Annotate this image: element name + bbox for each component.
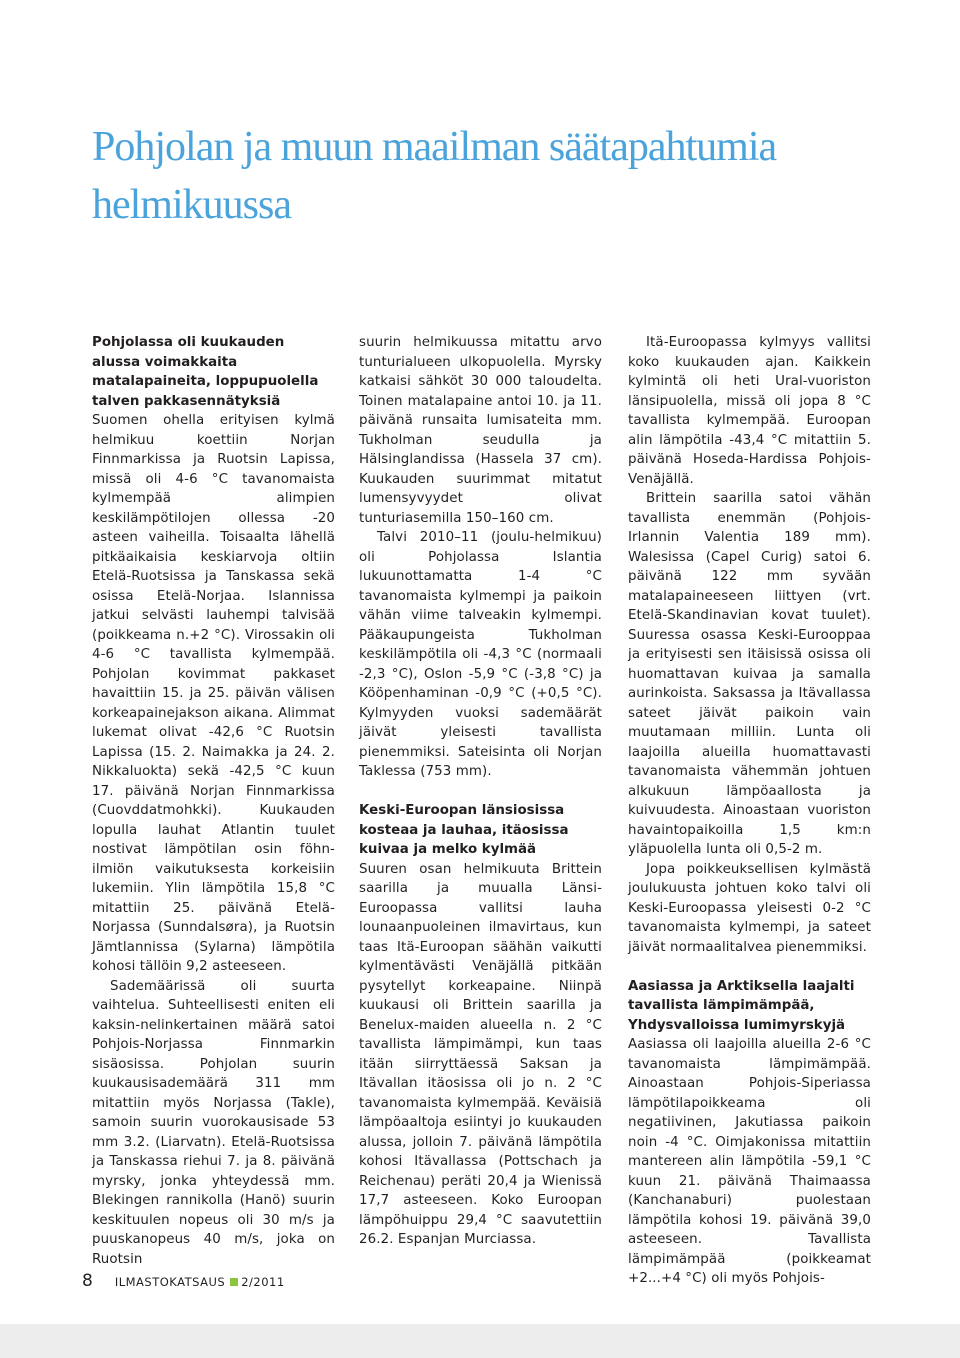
body-paragraph: Talvi 2010–11 (joulu-helmikuu) oli Pohjolassa Islantia lukuunottamatta 1-4 °C tavanomaista kylmempi ja paikoin vähän viime talveakin kylmempi. Pääkaupungeista Tukholman keskilämpötila oli -4,3 °C (normaali -2,3 °C), Oslon -5,9 °C (-3,8 °C) ja Kööpenhaminan -0,9 °C (+0,5 °C). Kylmyyden vuoksi sademäärät jäivät yleisesti tavallista pienemmiksi. Sateisinta oli Norjan Taklessa (753 mm). xyxy=(359,530,602,779)
publication-info xyxy=(115,1275,285,1289)
body-paragraph: Suomen ohella erityisen kylmä helmikuu koettiin Norjan Finnmarkissa ja Ruotsin Lapissa, missä oli 4-6 °C tavanomaista kylmempää alimpien keskilämpötilojen ollessa -20 asteen vaiheilla. Toisaalta lähellä pitkäaikaisia keskiarvoja oltiin Etelä-Ruotsissa ja Tanskassa sekä osissa Etelä-Norjaa. Islannissa jatkui selvästi lauhempi talvisää (poikkeama n.+2 °C). Virossakin oli 4-6 °C tavallista kylmempää. Pohjolan kovimmat pakkaset havaittiin 15. ja 25. päivän välisen korkeapainejakson aikana. Alimmat lukemat olivat -42,6 °C Ruotsin Lapissa (15. 2. Naimakka ja 24. 2. Nikkaluokta) sekä -42,5 °C kuun 17. päivänä Norjan Finnmarkissa (Cuovddatmohkki). Kuukauden lopulla lauhat Atlantin tuulet nostivat lämpötilan osin föhn-ilmiön vaikutuksesta korkeisiin lukemiin. Ylin lämpötila 15,8 °C mitattiin 25. päivänä Etelä-Norjassa (Sunndalsøra), ja Ruotsin Jämtlannissa (Sylarna) lämpötila kohosi tällöin 9,2 asteeseen. xyxy=(92,413,335,974)
page-footer xyxy=(82,1271,285,1291)
body-paragraph: Itä-Euroopassa kylmyys vallitsi koko kuukauden ajan. Kaikkein kylmintä oli heti Ural-vuoriston länsipuolella, missä oli jopa 8 °C tavallista kylmempää. Euroopan alin lämpötila -43,4 °C mitattiin 5. päivänä Hoseda-Hardissa Pohjois-Venäjällä. xyxy=(628,335,871,487)
bottom-bar xyxy=(0,1324,960,1358)
article-title: Pohjolan ja muun maailman säätapahtumia helmikuussa xyxy=(92,124,777,228)
section-heading: Aasiassa ja Arktiksella laajalti tavallista lämpimämpää, Yhdysvalloissa lumimyrskyjä xyxy=(628,978,855,1033)
section-heading: Pohjolassa oli kuukauden alussa voimakkaita matalapaineita, loppupuolella talven pakkasennätyksiä xyxy=(92,335,319,409)
section-heading: Keski-Euroopan länsiosissa kosteaa ja lauhaa, itäosissa kuivaa ja melko kylmää xyxy=(359,803,569,857)
body-paragraph: Suuren osan helmikuuta Brittein saarilla ja muualla Länsi-Euroopassa vallitsi lauha lounaanpuoleinen ilmavirtaus, kun taas Itä-Euroopan säähän vaikutti kylmentävästi Venäjällä pitkään pysytellyt korkeapaine. Niinpä kuukausi oli Brittein saarilla ja Benelux-maiden alueella n. 2 °C tavallista lämpimämpi, kun taas itään siirryttäessä Saksan ja Itävallan itäosissa oli jo n. 2 °C tavanomaista kylmempää. Keväisiä lämpöaaltoja esiintyi jo kuukauden alussa, jolloin 7. päivänä lämpötila kohosi Itävallassa (Pottschach ja Reichenau) peräti 20,4 ja Wienissä 17,7 asteeseen. Koko Euroopan lämpöhuippu 29,4 °C saavutettiin 26.2. Espanjan Murciassa. xyxy=(359,861,602,1247)
body-paragraph: Jopa poikkeuksellisen kylmästä joulukuusta johtuen koko talvi oli Keski-Euroopassa yleisesti 0-2 °C tavanomaista kylmempi, ja sateet jäivät normaalitalvea pienemmiksi. xyxy=(628,861,871,955)
body-paragraph: Brittein saarilla satoi vähän tavallista enemmän (Pohjois-Irlannin Valentia 189 mm). Walesissa (Capel Curig) satoi 6. päivänä 122 mm syvään matalapaineeseen liittyen (vrt. Etelä-Skandinavian kovat tuulet). Suuressa osassa Keski-Eurooppaa ja erityisesti sen itäisissä osissa oli huomattavan kuivaa ja samalla aurinkoista. Saksassa ja Itävallassa sateet jäivät paikoin vain muutamaan milliin. Lunta oli laajoilla alueilla huomattavasti tavanomaista vähemmän johtuen alkukuun lämpöaallosta ja kuivuudesta. Ainoastaan vuoriston havaintopaikoilla 1,5 km:n yläpuolella lunta oli 0,5-2 m. xyxy=(628,491,871,857)
issue-number: 2/2011 xyxy=(241,1275,285,1289)
text-column-1 xyxy=(92,333,335,1269)
publication-name: ILMASTOKATSAUS xyxy=(114,1275,226,1289)
text-column-3 xyxy=(628,333,871,1289)
body-paragraph: Sademäärissä oli suurta vaihtelua. Suhteellisesti eniten eli kaksin-nelinkertainen määrä satoi Pohjois-Norjassa Finnmarkin sisäosissa. Pohjolan suurin kuukausisademäärä 311 mm mitattiin myös Norjassa (Takle), samoin suurin vuorokausisade 53 mm 3.2. (Liarvatn). Etelä-Ruotsissa ja Tanskassa riehui 7. ja 8. päivänä myrsky, jonka yhteydessä mm. Blekingen rannikolla (Hanö) suurin keskituulen nopeus oli 30 m/s ja puuskanopeus 40 m/s, joka on Ruotsin xyxy=(92,978,335,1267)
text-column-2 xyxy=(359,333,602,1250)
body-paragraph: suurin helmikuussa mitattu arvo tunturialueen ulkopuolella. Myrsky katkaisi sähköt 30 000 taloudelta. Toinen matalapaine antoi 10. ja 11. päivänä runsaita lumisateita mm. Tukholman seudulla ja Hälsinglandissa (Hassela 37 cm). Kuukauden suurimmat mitatut lumensyvyydet olivat tunturiasemilla 150–160 cm. xyxy=(359,335,602,526)
page-number: 8 xyxy=(82,1271,93,1291)
body-paragraph: Aasiassa oli laajoilla alueilla 2-6 °C tavanomaista lämpimämpää. Ainoastaan Pohjois-Siperiassa lämpötilapoikkeama oli negatiivinen, Jakutiassa paikoin noin -4 °C. Oimjakonissa mitattiin mantereen alin lämpötila -59,1 °C kuun 21. päivänä Thaimaassa (Kanchanaburi) puolestaan lämpötila kohosi 19. päivänä 39,0 asteeseen. Tavallista lämpimämpää (poikkeamat +2...+4 °C) oli myös Pohjois- xyxy=(628,1037,871,1286)
square-bullet-icon xyxy=(230,1278,238,1286)
